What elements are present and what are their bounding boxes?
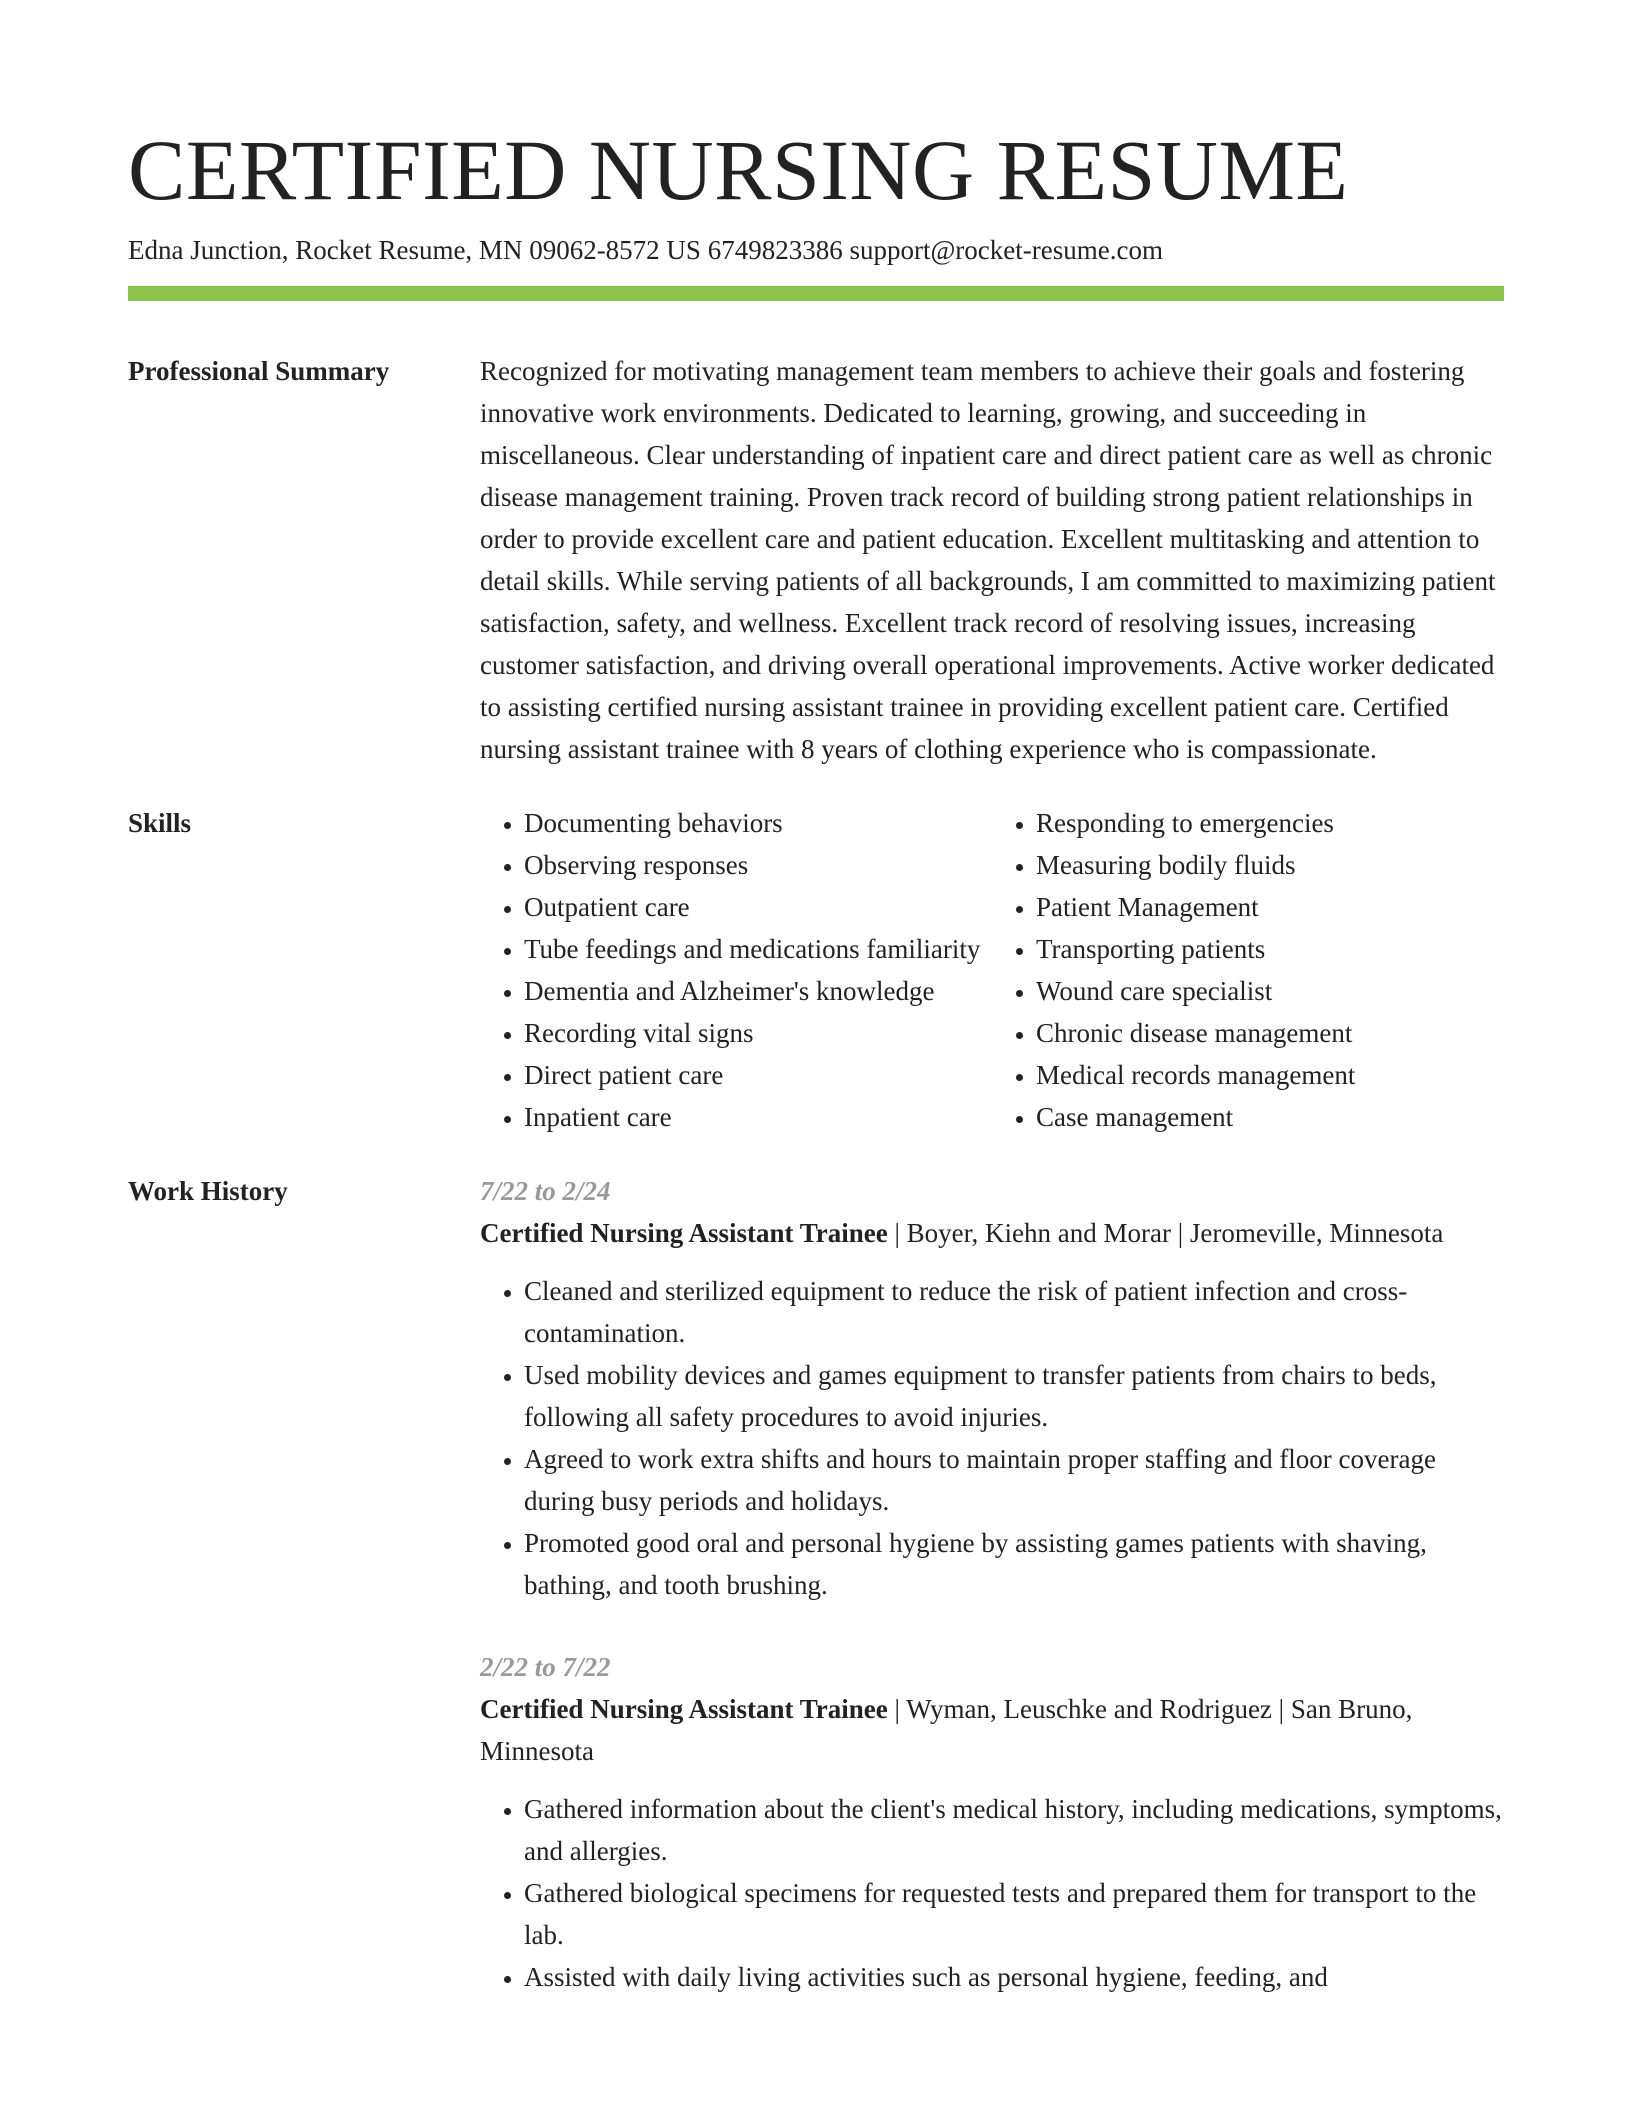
skills-column-left [480,802,992,1138]
job-bullet: • Assisted with daily living activities such as personal hygiene, feeding, and [524,1956,1504,1998]
job-bullets [480,1788,1504,1998]
summary-text: Recognized for motivating management team members to achieve their goals and fostering innovative work environments. Dedicated to learning, growing, and succeeding in miscellaneous. Clear understanding of inpatient care and direct patient care as well as chronic disease management training. Proven track record of building strong patient relationships in order to provide excellent care and patient education. Excellent multitasking and attention to detail skills. While serving patients of all backgrounds, I am committed to maximizing patient satisfaction, safety, and wellness. Excellent track record of resolving issues, increasing customer satisfaction, and driving overall operational improvements. Active worker dedicated to assisting certified nursing assistant trainee in providing excellent patient care. Certified nursing assistant trainee with 8 years of clothing experience who is compassionate. [480,356,1496,764]
skill-item: • Direct patient care [524,1054,992,1096]
skill-item: • Inpatient care [524,1096,992,1138]
professional-summary-section [128,350,1504,770]
job-bullets [480,1270,1504,1606]
job-bullet: • Promoted good oral and personal hygiene by assisting games patients with shaving, bathing, and tooth brushing. [524,1522,1504,1606]
skills-columns [480,802,1504,1138]
resume-title: CERTIFIED NURSING RESUME [128,122,1349,218]
job-dates: 7/22 to 2/24 [480,1176,611,1206]
skills-section [128,802,1504,1138]
work-history-body [480,1170,1504,1998]
job-bullet: • Used mobility devices and games equipment to transfer patients from chairs to beds, following all safety procedures to avoid injuries. [524,1354,1504,1438]
skill-item: • Measuring bodily fluids [1036,844,1504,886]
skill-item: • Chronic disease management [1036,1012,1504,1054]
skill-item: • Responding to emergencies [1036,802,1504,844]
job-heading [480,1688,1504,1772]
skill-item: • Transporting patients [1036,928,1504,970]
skill-item: • Outpatient care [524,886,992,928]
job-bullet: • Agreed to work extra shifts and hours to maintain proper staffing and floor coverage during busy periods and holidays. [524,1438,1504,1522]
skills-list [480,802,992,1138]
skill-item: • Wound care specialist [1036,970,1504,1012]
skill-item: • Tube feedings and medications familiarity [524,928,992,970]
contact-line: Edna Junction, Rocket Resume, MN 09062-8572 US 6749823386 support@rocket-resume.com [128,235,1163,265]
job-bullet: • Gathered biological specimens for requested tests and prepared them for transport to the lab. [524,1872,1504,1956]
header-divider [128,286,1504,301]
job-dates: 2/22 to 7/22 [480,1652,611,1682]
job-entry [480,1646,1504,1998]
work-history-section [128,1170,1504,1998]
skill-item: • Dementia and Alzheimer's knowledge [524,970,992,1012]
job-title: Certified Nursing Assistant Trainee [480,1218,888,1248]
job-heading [480,1212,1504,1254]
section-label: Work History [128,1176,288,1206]
section-label: Skills [128,808,192,838]
skill-item: • Case management [1036,1096,1504,1138]
section-label: Professional Summary [128,356,390,386]
skill-item: • Patient Management [1036,886,1504,928]
job-details: | Wyman, Leuschke and Rodriguez | San Bruno, Minnesota [480,1694,1413,1766]
section-body [480,350,1504,770]
skill-item: • Medical records management [1036,1054,1504,1096]
job-bullet: • Gathered information about the client's medical history, including medications, symptoms, and allergies. [524,1788,1504,1872]
job-bullet: • Cleaned and sterilized equipment to reduce the risk of patient infection and cross-contamination. [524,1270,1504,1354]
job-title: Certified Nursing Assistant Trainee [480,1694,888,1724]
skill-item: • Documenting behaviors [524,802,992,844]
skills-list [992,802,1504,1138]
skill-item: • Observing responses [524,844,992,886]
skill-item: • Recording vital signs [524,1012,992,1054]
skills-column-right [992,802,1504,1138]
job-entry [480,1170,1504,1606]
job-details: | Boyer, Kiehn and Morar | Jeromeville, Minnesota [887,1218,1444,1248]
